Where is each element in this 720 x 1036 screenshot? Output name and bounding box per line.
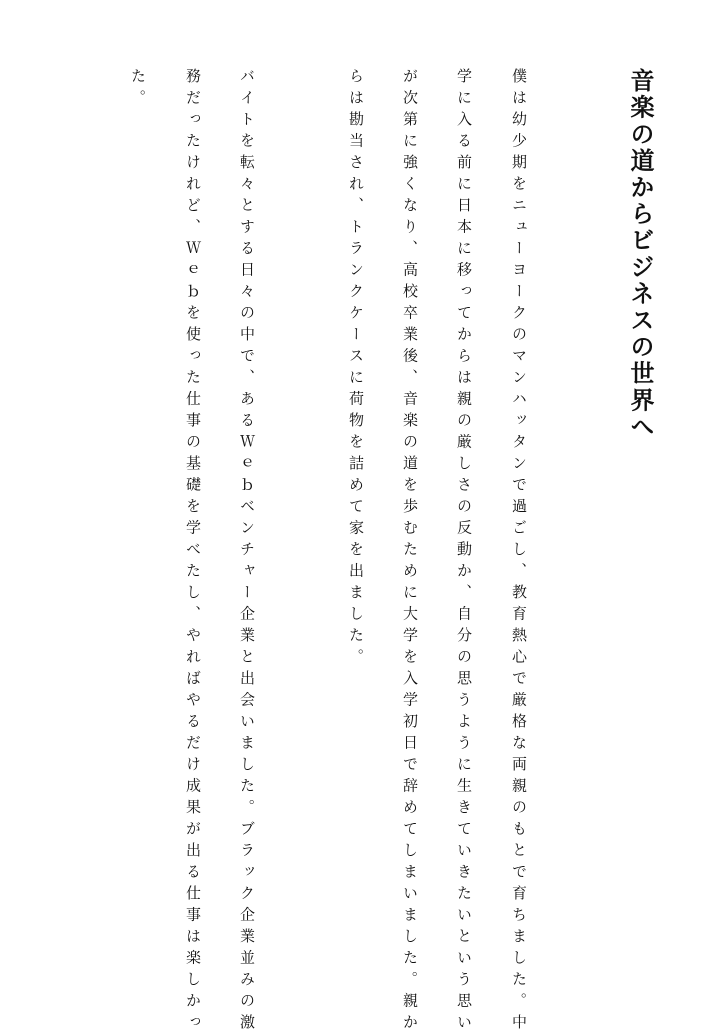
paragraph-line: 務だったけれど、Ｗｅｂを使った仕事の基礎を学べたし、やればやるだけ成果が出る仕事は楽しかっ <box>184 68 202 1036</box>
paragraph-line: らは勘当され、トランクケースに荷物を詰めて家を出ました。 <box>347 68 365 670</box>
paragraph-line: 僕は幼少期をニューヨークのマンハッタンで過ごし、教育熱心で厳格な両親のもとで育ちました。中 <box>510 68 528 1036</box>
paragraph-line: が次第に強くなり、高校卒業後、音楽の道を歩むために大学を入学初日で辞めてしまいました。親か <box>401 68 419 1036</box>
chapter-title: 音楽の道からビジネスの世界へ <box>626 68 655 441</box>
paragraph-line: 学に入る前に日本に移ってからは親の厳しさの反動か、自分の思うように生きていきたいという思い <box>455 68 473 1036</box>
paragraph-line: バイトを転々とする日々の中で、あるＷｅｂベンチャー企業と出会いました。ブラック企業並みの激 <box>238 68 256 1036</box>
paragraph-line: た。 <box>129 68 147 111</box>
